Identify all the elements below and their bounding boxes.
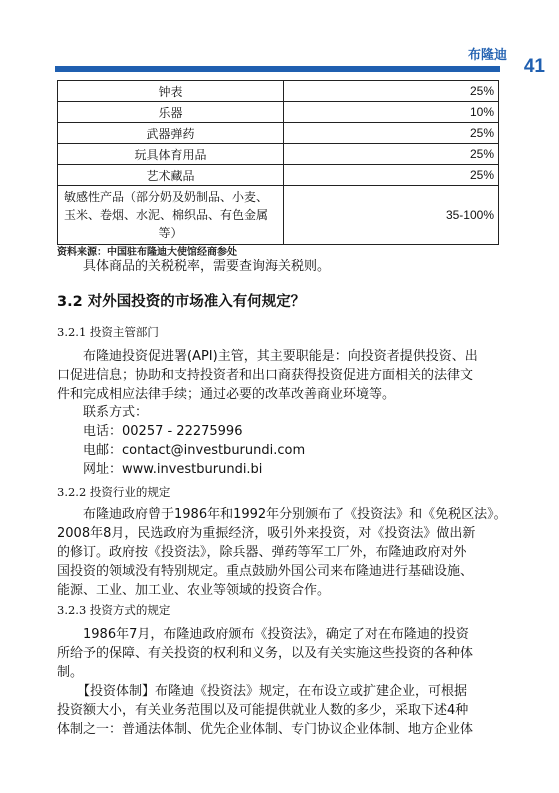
- table-cell-rate: 35-100%: [284, 186, 499, 245]
- paragraph-line: 件和完成相应法律手续；通过必要的改革改善商业环境等。: [57, 387, 396, 402]
- table-row: [58, 102, 499, 123]
- section-heading-3-2-3: 3.2.3 投资方式的规定: [57, 603, 171, 617]
- table-row: [58, 186, 499, 245]
- category-line: 等）: [158, 226, 183, 240]
- header-rule: [55, 66, 500, 72]
- section-heading-3-2: 3.2 对外国投资的市场准入有何规定？: [57, 294, 306, 310]
- paragraph-line: 所给予的保障、有关投资的权利和义务，以及有关实施这些投资的各种体: [57, 646, 474, 661]
- contact-website: 网址：www.investburundi.bi: [83, 462, 263, 477]
- table-cell-category: [58, 186, 284, 245]
- paragraph-line: 体制之一：普通法体制、优先企业体制、专门协议企业体制、地方企业体: [57, 722, 474, 737]
- paragraph-line: 布隆迪投资促进署(API)主管，其主要职能是：向投资者提供投资、出: [83, 349, 478, 364]
- paragraph-3-2-2: [57, 505, 507, 600]
- table-cell-rate: 25%: [284, 123, 499, 144]
- table-cell-rate: 25%: [284, 165, 499, 186]
- category-line: 玉米、卷烟、水泥、棉织品、有色金属: [64, 208, 269, 222]
- paragraph-line: 投资额大小，有关业务范围以及可能提供就业人数的多少，采取下述4种: [57, 703, 469, 718]
- paragraph-line: 的修订。政府按《投资法》，除兵器、弹药等军工厂外，布隆迪政府对外: [57, 545, 467, 560]
- table-cell-category: 武器弹药: [58, 123, 284, 144]
- after-table-text: 具体商品的关税税率，需要查询海关税则。: [83, 259, 331, 274]
- table-row: [58, 144, 499, 165]
- paragraph-line: 1986年7月，布隆迪政府颁布《投资法》，确定了对在布隆迪的投资: [83, 627, 469, 642]
- contact-label: 联系方式：: [83, 405, 149, 420]
- table-cell-rate: 10%: [284, 102, 499, 123]
- paragraph-line: 能源、工业、加工业、农业等领域的投资合作。: [57, 583, 331, 598]
- table-cell-category: 钟表: [58, 81, 284, 102]
- table-cell-category: 艺术藏品: [58, 165, 284, 186]
- contact-email: 电邮：contact@investburundi.com: [83, 443, 306, 458]
- table-row: [58, 81, 499, 102]
- table-cell-category: 玩具体育用品: [58, 144, 284, 165]
- section-heading-3-2-1: 3.2.1 投资主管部门: [57, 325, 159, 339]
- paragraph-3-2-3-a: [57, 625, 501, 682]
- paragraph-line: 布隆迪政府曾于1986年和1992年分别颁布了《投资法》和《免税区法》。: [83, 507, 507, 522]
- contact-phone: 电话：00257 - 22275996: [83, 424, 243, 439]
- page-number: 41: [523, 56, 545, 77]
- section-heading-3-2-2: 3.2.2 投资行业的规定: [57, 485, 171, 499]
- paragraph-3-2-1: [57, 347, 501, 404]
- paragraph-line: 【投资体制】布隆迪《投资法》规定，在布设立或扩建企业，可根据: [77, 684, 468, 699]
- category-line: 敏感性产品（部分奶及奶制品、小麦、: [64, 190, 269, 204]
- table-cell-rate: 25%: [284, 81, 499, 102]
- table-cell-rate: 25%: [284, 144, 499, 165]
- running-header-title: 布隆迪: [467, 48, 507, 63]
- table-source-note: 资料来源：中国驻布隆迪大使馆经商参处: [57, 247, 237, 258]
- paragraph-line: 2008年8月，民选政府为重振经济，吸引外来投资，对《投资法》做出新: [57, 526, 476, 541]
- table-row: [58, 165, 499, 186]
- table-cell-category: 乐器: [58, 102, 284, 123]
- tariff-table: [57, 80, 499, 245]
- table-row: [58, 123, 499, 144]
- paragraph-line: 制。: [57, 665, 84, 680]
- paragraph-line: 口促进信息；协助和支持投资者和出口商获得投资促进方面相关的法律文: [57, 368, 474, 383]
- paragraph-3-2-3-b: [57, 682, 501, 739]
- paragraph-line: 国投资的领域没有特别规定。重点鼓励外国公司来布隆迪进行基础设施、: [57, 564, 474, 579]
